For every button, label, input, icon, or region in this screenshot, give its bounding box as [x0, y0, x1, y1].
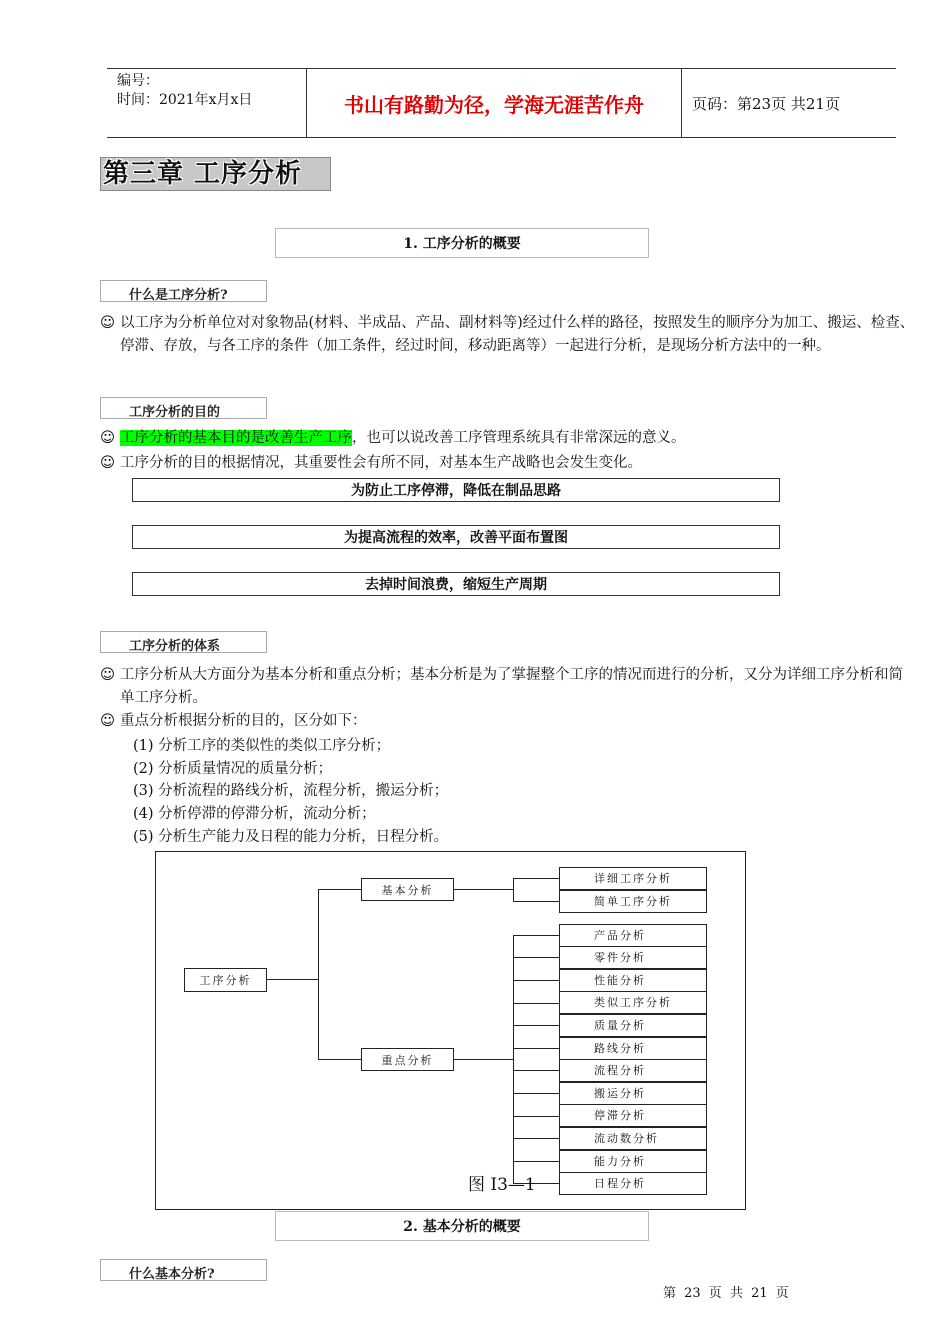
key-analysis-text: 重点分析根据分析的目的，区分如下：: [120, 713, 367, 729]
paragraph-key-analysis: [100, 710, 920, 733]
list-item: (3) 分析流程的路线分析，流程分析，搬运分析；: [133, 783, 449, 799]
leaf-transport: 搬运分析: [559, 1082, 707, 1105]
connector-line: [513, 878, 514, 902]
list-item: (1) 分析工序的类似性的类似工序分析；: [133, 738, 391, 754]
subheading-what-is-basic: 什么基本分析?: [100, 1259, 267, 1281]
chapter-title: 第三章 工序分析: [100, 157, 331, 191]
connector-line: [513, 935, 514, 1184]
node-root: 工序分析: [184, 968, 267, 992]
section-1-title: 1. 工序分析的概要: [275, 228, 649, 258]
leaf-schedule: 日程分析: [559, 1172, 707, 1195]
leaf-performance: 性能分析: [559, 969, 707, 992]
header-motto: 书山有路勤为径，学海无涯苦作舟: [307, 69, 682, 137]
connector-line: [454, 1059, 513, 1060]
leaf-product: 产品分析: [559, 924, 707, 947]
list-item: (2) 分析质量情况的质量分析；: [133, 761, 333, 777]
connector-line: [318, 1059, 361, 1060]
connector-line: [513, 1093, 559, 1094]
smiley-icon: ☺: [100, 713, 116, 729]
connector-line: [513, 901, 559, 902]
leaf-stagnation: 停滞分析: [559, 1104, 707, 1127]
highlighted-text: 工序分析的基本目的是改善生产工序: [120, 430, 352, 446]
leaf-detailed-process: 详细工序分析: [559, 867, 707, 890]
connector-line: [513, 878, 559, 879]
leaf-similar-process: 类似工序分析: [559, 991, 707, 1014]
importance-text: 工序分析的目的根据情况，其重要性会有所不同，对基本生产战略也会发生变化。: [120, 455, 642, 471]
connector-line: [267, 979, 319, 980]
paragraph-purpose: [100, 427, 920, 450]
connector-line: [513, 980, 559, 981]
purpose-text: ，也可以说改善工序管理系统具有非常深远的意义。: [352, 430, 686, 446]
list-item: (5) 分析生产能力及日程的能力分析，日程分析。: [133, 829, 449, 845]
connector-line: [513, 1025, 559, 1026]
list-item: (4) 分析停滞的停滞分析，流动分析；: [133, 806, 376, 822]
leaf-capacity: 能力分析: [559, 1150, 707, 1173]
process-analysis-diagram: [155, 851, 746, 1210]
goal-box-3: 去掉时间浪费，缩短生产周期: [132, 572, 780, 596]
subheading-system: 工序分析的体系: [100, 631, 267, 653]
goal-box-1: 为防止工序停滞，降低在制品思路: [132, 478, 780, 502]
header-meta: [107, 69, 307, 137]
connector-line: [454, 889, 513, 890]
page-footer: 第 23 页 共 21 页: [663, 1286, 789, 1301]
smiley-icon: ☺: [100, 667, 116, 683]
node-basic-analysis: 基本分析: [361, 878, 454, 901]
definition-text: 以工序为分析单位对对象物品(材料、半成品、产品、副材料等)经过什么样的路径，按照发生的顺序分为加工、搬运、检查、停滞、存放，与各工序的条件（加工条件，经过时间，移动距离等）一起进行分析，是现场分析方法中的一种。: [120, 315, 915, 354]
connector-line: [513, 1048, 559, 1049]
connector-line: [513, 935, 559, 936]
connector-line: [513, 1138, 559, 1139]
connector-line: [513, 1116, 559, 1117]
connector-line: [513, 1161, 559, 1162]
leaf-flow: 流程分析: [559, 1059, 707, 1082]
leaf-part: 零件分析: [559, 946, 707, 969]
system-text: 工序分析从大方面分为基本分析和重点分析；基本分析是为了掌握整个工序的情况而进行的分析，又分为详细工序分析和简单工序分析。: [120, 667, 903, 706]
smiley-icon: ☺: [100, 430, 116, 446]
goal-box-2: 为提高流程的效率，改善平面布置图: [132, 525, 780, 549]
leaf-route: 路线分析: [559, 1037, 707, 1060]
paragraph-importance: [100, 452, 920, 475]
node-key-analysis: 重点分析: [361, 1048, 454, 1071]
subheading-purpose: 工序分析的目的: [100, 397, 267, 419]
document-header: [107, 68, 896, 138]
paragraph-system: [100, 664, 920, 710]
figure-caption: 图 I3—1: [468, 1175, 536, 1195]
subheading-what-is: 什么是工序分析?: [100, 280, 267, 302]
smiley-icon: ☺: [100, 455, 116, 471]
smiley-icon: ☺: [100, 315, 116, 331]
paragraph-definition: [100, 312, 920, 358]
connector-line: [513, 957, 559, 958]
connector-line: [318, 889, 361, 890]
time-label: 时间：2021年x月x日: [117, 92, 253, 108]
leaf-simple-process: 简单工序分析: [559, 890, 707, 913]
connector-line: [318, 889, 319, 1060]
header-page-info: 页码：第23页 共21页: [692, 94, 840, 113]
number-label: 编号：: [117, 73, 159, 89]
connector-line: [513, 1003, 559, 1004]
connector-line: [513, 1070, 559, 1071]
section-2-title: 2. 基本分析的概要: [275, 1211, 649, 1241]
leaf-quality: 质量分析: [559, 1014, 707, 1037]
leaf-flow-count: 流动数分析: [559, 1127, 707, 1150]
